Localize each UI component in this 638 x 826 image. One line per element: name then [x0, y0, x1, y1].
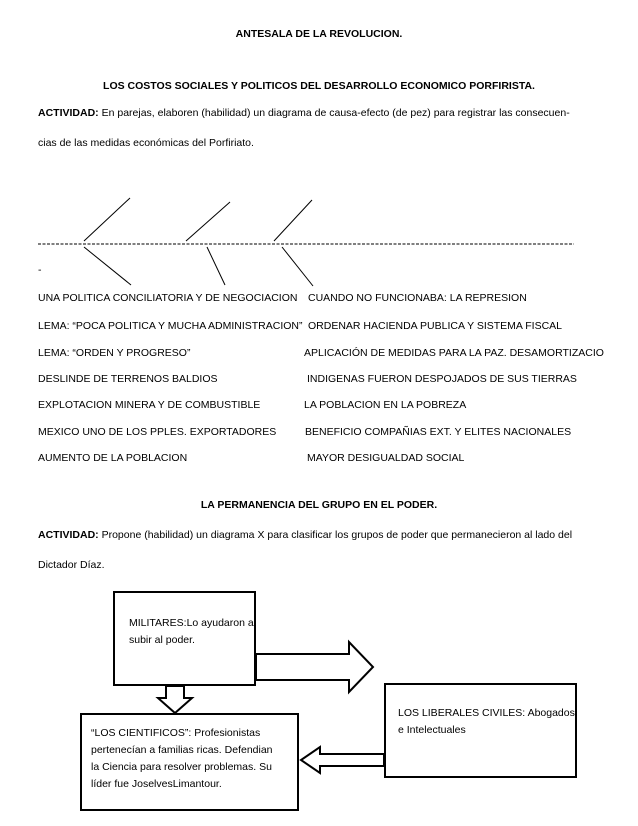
right-item-2: ORDENAR HACIENDA PUBLICA Y SISTEMA FISCAL: [308, 320, 563, 332]
activity-label: ACTIVIDAD:: [38, 107, 99, 119]
left-item-6: MEXICO UNO DE LOS PPLES. EXPORTADORES: [38, 426, 277, 438]
cientificos-line-3: la Ciencia para resolver problemas. Su: [91, 761, 272, 773]
document-title: ANTESALA DE LA REVOLUCION.: [235, 28, 403, 40]
arrow-right-icon: [256, 642, 373, 692]
activity-paragraph-1-cont: cias de las medidas económicas del Porfiriato.: [38, 137, 254, 149]
activity-text: En parejas, elaboren (habilidad) un diagrama de causa-efecto (de pez) para registrar las consecuen-: [98, 107, 570, 119]
cientificos-line-4: líder fue JoselvesLimantour.: [91, 778, 222, 790]
right-item-5: LA POBLACION EN LA POBREZA: [304, 399, 467, 411]
arrow-left-icon: [301, 747, 384, 773]
liberales-line-2: e Intelectuales: [398, 724, 466, 736]
right-item-6: BENEFICIO COMPAÑIAS EXT. Y ELITES NACIONALES: [305, 426, 572, 438]
militares-line-2: subir al poder.: [129, 634, 195, 646]
left-item-7: AUMENTO DE LA POBLACION: [38, 452, 188, 464]
liberales-line-1: LOS LIBERALES CIVILES: Abogados: [398, 707, 575, 719]
left-item-1: UNA POLITICA CONCILIATORIA Y DE NEGOCIACION: [38, 292, 298, 304]
right-item-1: CUANDO NO FUNCIONABA: LA REPRESION: [308, 292, 527, 304]
left-item-5: EXPLOTACION MINERA Y DE COMBUSTIBLE: [38, 399, 261, 411]
right-item-4: INDIGENAS FUERON DESPOJADOS DE SUS TIERRAS: [307, 373, 577, 385]
cientificos-line-1: “LOS CIENTIFICOS”: Profesionistas: [91, 727, 261, 739]
spine-dash-tail: -: [38, 264, 42, 276]
activity-paragraph-2-cont: Dictador Díaz.: [38, 559, 105, 571]
militares-line-1: MILITARES:Lo ayudaron a: [129, 617, 254, 629]
activity-text-2: Propone (habilidad) un diagrama X para clasificar los grupos de poder que permanecieron al lado del: [98, 529, 573, 541]
left-item-4: DESLINDE DE TERRENOS BALDIOS: [38, 373, 218, 385]
left-item-3: LEMA: “ORDEN Y PROGRESO”: [38, 347, 191, 359]
left-item-2: LEMA: “POCA POLITICA Y MUCHA ADMINISTRACION”: [38, 320, 303, 332]
arrow-down-icon: [158, 686, 192, 713]
cientificos-line-2: pertenecían a familias ricas. Defendian: [91, 744, 273, 756]
activity-label-2: ACTIVIDAD:: [38, 529, 99, 541]
section2-title: LA PERMANENCIA DEL GRUPO EN EL PODER.: [200, 499, 438, 511]
right-item-3: APLICACIÓN DE MEDIDAS PARA LA PAZ. DESAMORTIZACIO: [304, 347, 604, 359]
right-item-7: MAYOR DESIGUALDAD SOCIAL: [307, 452, 465, 464]
document-subtitle: LOS COSTOS SOCIALES Y POLITICOS DEL DESARROLLO ECONOMICO PORFIRISTA.: [103, 80, 535, 92]
